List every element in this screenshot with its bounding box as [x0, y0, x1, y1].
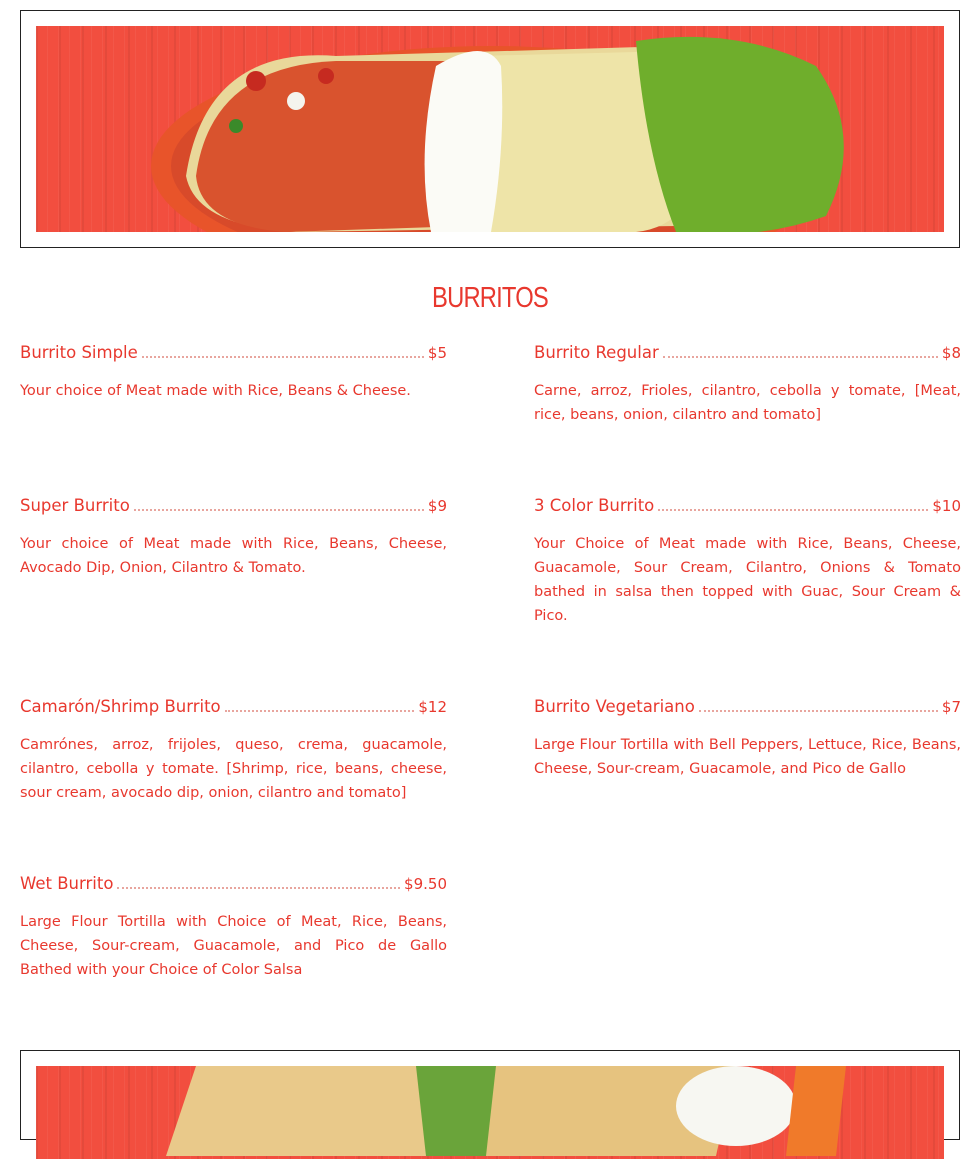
menu-item-price: $12	[418, 698, 447, 716]
menu-item	[534, 343, 961, 427]
menu-item-name: Burrito Regular	[534, 343, 659, 362]
dotted-leader	[142, 355, 424, 358]
menu-item-description: Your choice of Meat made with Rice, Beans, Cheese, Avocado Dip, Onion, Cilantro & Tomato.	[20, 536, 447, 576]
sour-cream	[676, 1066, 796, 1146]
menu-item-description: Large Flour Tortilla with Bell Peppers, Lettuce, Rice, Beans, Cheese, Sour-cream, Guacamole, and Pico de Gallo	[534, 737, 961, 777]
menu-item-price: $9.50	[404, 875, 447, 893]
menu-item	[20, 697, 447, 805]
menu-item-description: Carne, arroz, Frioles, cilantro, cebolla y tomate, [Meat, rice, beans, onion, cilantro and tomato]	[534, 383, 961, 423]
menu-item-name: Camarón/Shrimp Burrito	[20, 697, 221, 716]
dotted-leader	[699, 709, 938, 712]
menu-item-description: Camrónes, arroz, frijoles, queso, crema, guacamole, cilantro, cebolla y tomate. [Shrimp, rice, beans, cheese, sour cream, avocado dip, onion, cilantro and tomato]	[20, 737, 447, 801]
section-title: BURRITOS	[432, 282, 548, 314]
menu-item-price: $8	[941, 344, 961, 362]
menu-item-description: Your choice of Meat made with Rice, Beans & Cheese.	[20, 383, 411, 399]
quesadilla-banner-image	[20, 1050, 960, 1140]
burrito-banner-image	[20, 10, 960, 248]
dotted-leader	[117, 886, 400, 889]
menu-item-price: $9	[427, 497, 447, 515]
menu-item	[534, 697, 961, 781]
onion-piece	[287, 92, 305, 110]
plate-edge	[786, 1066, 846, 1156]
menu-item	[20, 874, 447, 982]
menu-item-name: 3 Color Burrito	[534, 496, 655, 515]
cilantro-piece	[229, 119, 243, 133]
menu-item-price: $10	[932, 497, 961, 515]
menu-item	[534, 496, 961, 628]
quesadilla-photo	[36, 1066, 944, 1159]
guacamole	[636, 37, 844, 232]
menu-item-name: Wet Burrito	[20, 874, 114, 893]
dotted-leader	[134, 508, 424, 511]
menu-item	[20, 343, 447, 403]
menu-item-description: Large Flour Tortilla with Choice of Meat, Rice, Beans, Cheese, Sour-cream, Guacamole, and Pico de Gallo Bathed with your Choice of Color Salsa	[20, 914, 447, 978]
menu-item-name: Super Burrito	[20, 496, 130, 515]
quesadilla-plate-illustration	[36, 1066, 944, 1156]
burrito-photo	[36, 26, 944, 232]
menu-item-price: $7	[941, 698, 961, 716]
menu-item-name: Burrito Simple	[20, 343, 138, 362]
dotted-leader	[663, 355, 938, 358]
dotted-leader	[658, 508, 928, 511]
menu-item-description: Your Choice of Meat made with Rice, Beans, Cheese, Guacamole, Sour Cream, Cilantro, Onions & Tomato bathed in salsa then topped with Guac, Sour Cream & Pico.	[534, 536, 961, 624]
tomato-piece	[318, 68, 334, 84]
menu-item-name: Burrito Vegetariano	[534, 697, 695, 716]
tomato-piece	[246, 71, 266, 91]
burrito-plate-illustration	[36, 26, 944, 232]
menu-item	[20, 496, 447, 580]
sour-cream	[425, 51, 503, 232]
menu-item-price: $5	[427, 344, 447, 362]
dotted-leader	[225, 709, 415, 712]
